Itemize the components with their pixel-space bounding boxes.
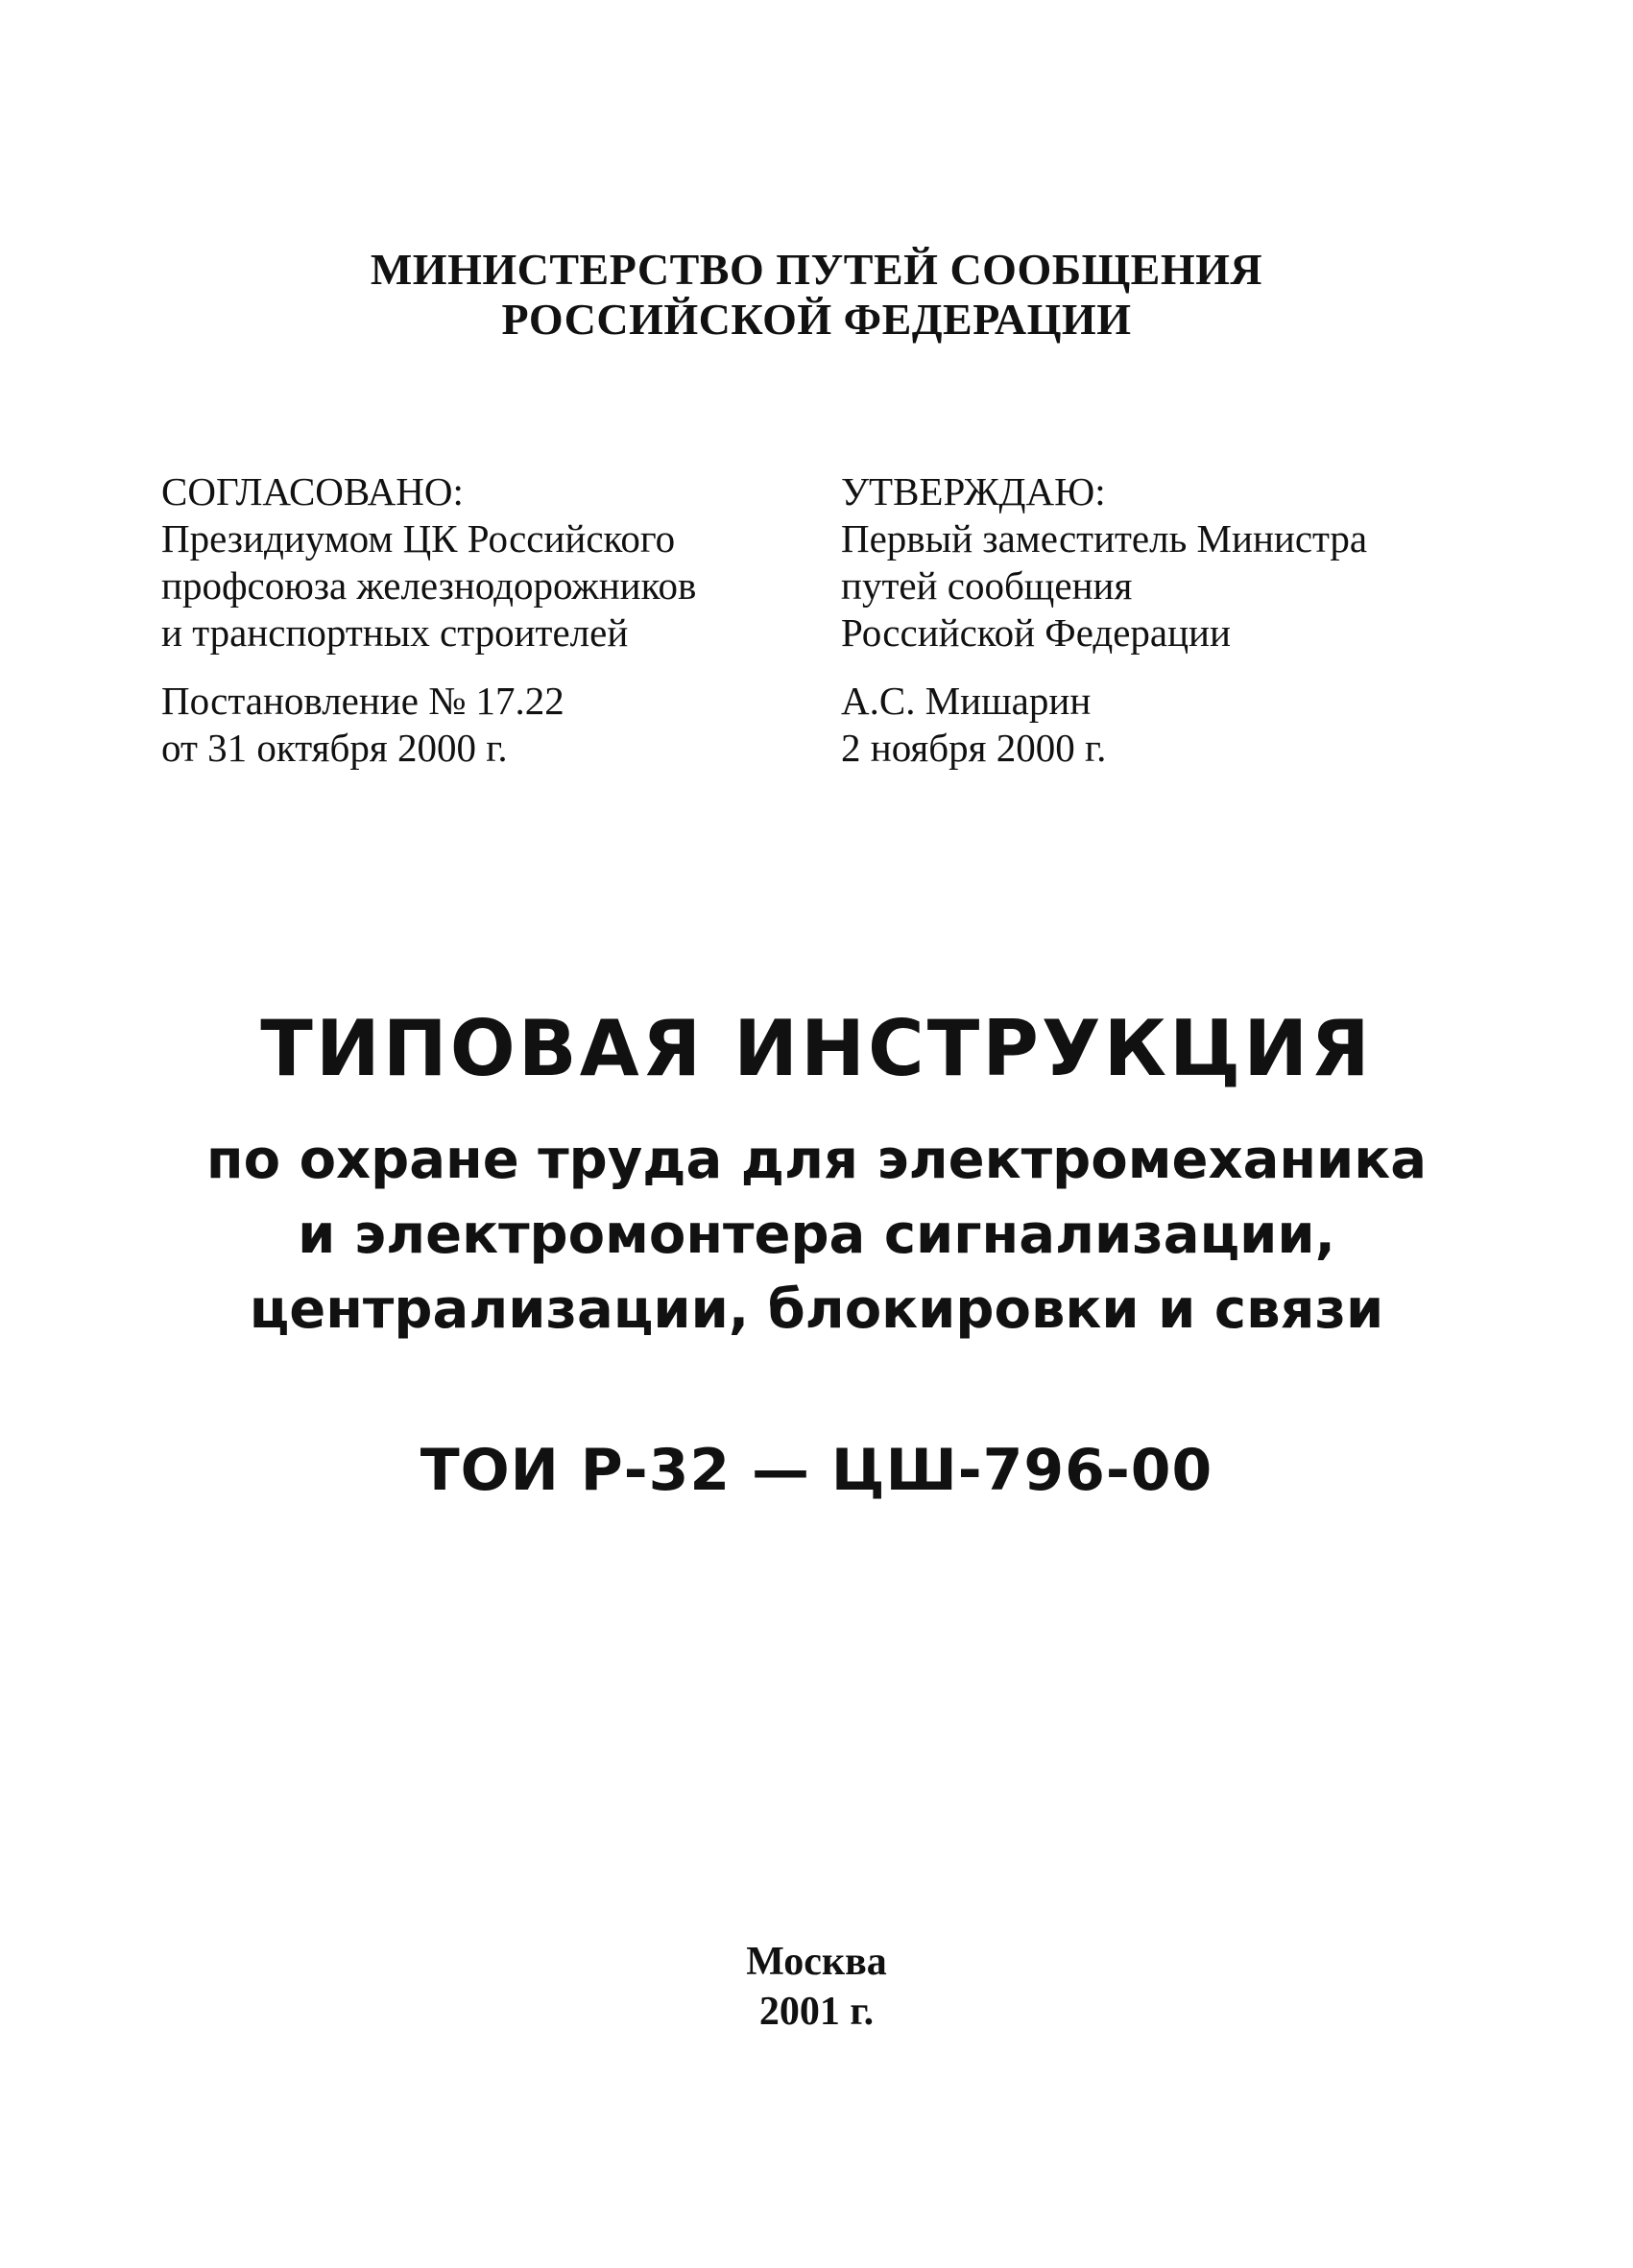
publication-city: Москва <box>746 1940 887 1984</box>
agreed-label: СОГЛАСОВАНО: <box>161 469 464 513</box>
approved-body-line: Первый заместитель Министра <box>841 516 1368 561</box>
ministry-name-line-1: МИНИСТЕРСТВО ПУТЕЙ СООБЩЕНИЯ <box>370 245 1263 294</box>
agreed-date: от 31 октября 2000 г. <box>161 726 508 770</box>
document-code: ТОИ Р-32 — ЦШ-796-00 <box>420 1437 1213 1504</box>
agreed-body-line: и транспортных строителей <box>161 610 629 655</box>
ministry-header <box>0 245 1633 345</box>
document-subtitle <box>0 1123 1633 1348</box>
subtitle-line: централизации, блокировки и связи <box>249 1278 1384 1341</box>
subtitle-line: и электромонтера сигнализации, <box>298 1204 1335 1266</box>
ministry-name-line-2: РОССИЙСКОЙ ФЕДЕРАЦИИ <box>501 295 1132 344</box>
agreed-body-line: профсоюза железнодорожников <box>161 563 697 608</box>
subtitle-line: по охране труда для электромеханика <box>205 1129 1428 1191</box>
agreed-resolution: Постановление № 17.22 <box>161 679 564 723</box>
approved-body-line: путей сообщения <box>841 563 1133 608</box>
approved-date: 2 ноября 2000 г. <box>841 726 1107 770</box>
approved-label: УТВЕРЖДАЮ: <box>841 469 1106 513</box>
document-title: ТИПОВАЯ ИНСТРУКЦИЯ <box>260 1004 1373 1093</box>
agreed-body-line: Президиумом ЦК Российского <box>161 516 676 561</box>
publication-year: 2001 г. <box>758 1990 875 2034</box>
publication-info <box>0 1937 1633 2037</box>
approved-body-line: Российской Федерации <box>841 610 1231 655</box>
agreed-block <box>161 468 776 772</box>
approved-block <box>841 468 1513 772</box>
approved-signatory: А.С. Мишарин <box>841 679 1092 723</box>
